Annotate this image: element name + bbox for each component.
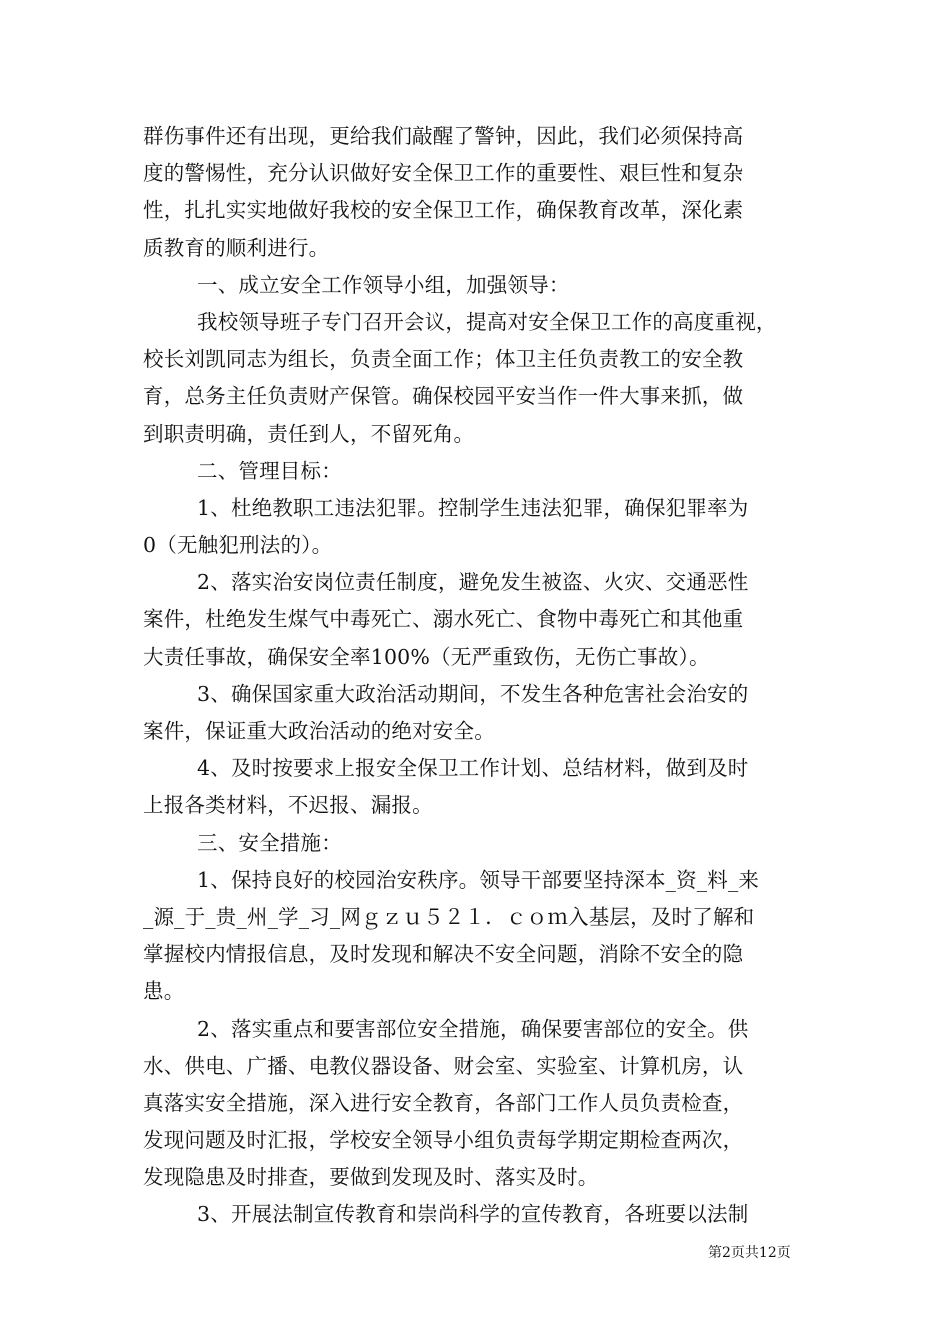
text-line: 发现问题及时汇报，学校安全领导小组负责每学期定期检查两次， [143,1128,744,1153]
text-line: _源_于_贵_州_学_习_网ｇｚｕ５２１．ｃｏｍ入基层，及时了解和 [143,904,755,929]
section-heading: 一、成立安全工作领导小组，加强领导： [197,272,570,297]
text-line: 2、落实治安岗位责任制度，避免发生被盗、火灾、交通恶性 [197,570,749,595]
text-line: 3、确保国家重大政治活动期间，不发生各种危害社会治安的 [197,681,749,706]
text-line: 校长刘凯同志为组长，负责全面工作；体卫主任负责教工的安全教 [143,347,744,372]
text-line: 案件，杜绝发生煤气中毒死亡、溺水死亡、食物中毒死亡和其他重 [143,607,744,632]
text-line: 上报各类材料，不迟报、漏报。 [143,793,433,818]
text-line: 性，扎扎实实地做好我校的安全保卫工作，确保教育改革，深化素 [143,198,744,223]
text-line: 大责任事故，确保安全率100%（无严重致伤，无伤亡事故）。 [143,644,710,669]
text-line: 3、开展法制宣传教育和崇尚科学的宣传教育，各班要以法制 [197,1202,749,1227]
text-line: 发现隐患及时排查，要做到发现及时、落实及时。 [143,1165,599,1190]
text-line: 患。 [143,979,185,1004]
text-line: 育，总务主任负责财产保管。确保校园平安当作一件大事来抓，做 [143,384,744,409]
text-line: 4、及时按要求上报安全保卫工作计划、总结材料，做到及时 [197,756,749,781]
text-line: 2、落实重点和要害部位安全措施，确保要害部位的安全。供 [197,1016,749,1041]
text-line: 我校领导班子专门召开会议，提高对安全保卫工作的高度重视， [197,309,777,334]
text-line: 1、保持良好的校园治安秩序。领导干部要坚持深本_资_料_来 [197,867,760,892]
text-line: 掌握校内情报信息，及时发现和解决不安全问题，消除不安全的隐 [143,942,744,967]
section-heading: 三、安全措施： [197,830,342,855]
text-line: 群伤事件还有出现，更给我们敲醒了警钟，因此，我们必须保持高 [143,124,744,148]
page-number: 第2页共12页 [708,1245,791,1261]
text-line: 0（无触犯刑法的）。 [143,533,333,558]
text-line: 到职责明确，责任到人，不留死角。 [143,421,475,446]
section-heading: 二、管理目标： [197,458,342,483]
text-line: 水、供电、广播、电教仪器设备、财会室、实验室、计算机房，认 [143,1053,744,1078]
text-line: 1、杜绝教职工违法犯罪。控制学生违法犯罪，确保犯罪率为 [197,495,749,520]
document-body [143,118,813,1234]
text-line: 质教育的顺利进行。 [143,235,330,260]
text-line: 案件，保证重大政治活动的绝对安全。 [143,719,495,743]
text-line: 度的警惕性，充分认识做好安全保卫工作的重要性、艰巨性和复杂 [143,161,744,186]
text-line: 真落实安全措施，深入进行安全教育，各部门工作人员负责检查， [143,1090,744,1115]
